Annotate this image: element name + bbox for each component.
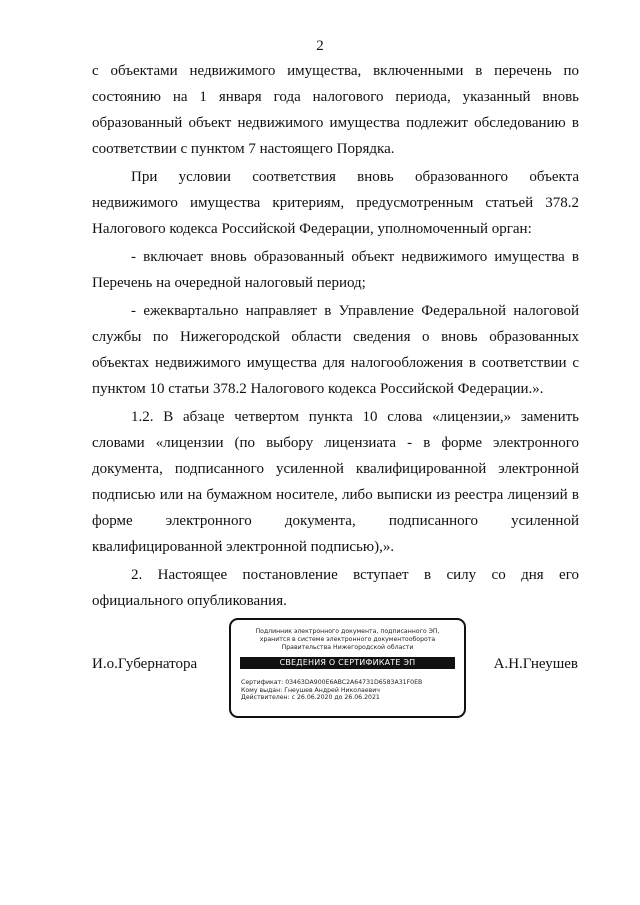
stamp-details (241, 679, 464, 702)
paragraph-continuation: с объектами недвижимого имущества, включенными в перечень по состоянию на 1 января года налогового периода, указанный вновь образованный объект недвижимого имущества подлежит обследованию в соответствии с пунктом 7 настоящего Порядка. (92, 63, 579, 157)
stamp-header-line: хранится в системе электронного документооборота (259, 636, 436, 643)
signer-name: А.Н.Гнеушев (493, 656, 578, 672)
certificate-label: Сертификат: (241, 679, 284, 686)
issued-value: Гнеушев Андрей Николаевич (284, 686, 380, 694)
paragraph-quarterly: - ежеквартально направляет в Управление Федеральной налоговой службы по Нижегородской области сведения о вновь образованных объектах недвижимого имущества для налогообложения в соответствии с пунктом 10 статьи 378.2 Налогового кодекса Российской Федерации.». (92, 303, 579, 397)
electronic-signature-stamp (229, 618, 466, 718)
stamp-certificate-bar: СВЕДЕНИЯ О СЕРТИФИКАТЕ ЭП (240, 657, 455, 669)
stamp-header (231, 628, 464, 652)
signer-position: И.о.Губернатора (92, 656, 198, 672)
stamp-header-line: Подлинник электронного документа, подписанного ЭП, (255, 628, 440, 635)
certificate-value: 03463DA900E6ABC2A64731D6583A31F0EB (285, 679, 423, 686)
document-body (92, 58, 579, 614)
page-number: 2 (316, 38, 324, 54)
valid-label: Действителен: (241, 694, 290, 702)
issued-label: Кому выдан: (241, 686, 283, 694)
stamp-header-line: Правительства Нижегородской области (281, 644, 414, 651)
paragraph-item-1-2: 1.2. В абзаце четвертом пункта 10 слова «лицензии,» заменить словами «лицензии (по выбору лицензиата - в форме электронного документа, подписанного усиленной квалифицированной электронной подписью или на бумажном носителе, либо выписки из реестра лицензий в форме электронного документа, подписанного усиленной квалифицированной электронной подписью),». (92, 409, 579, 555)
paragraph-conditions: При условии соответствия вновь образованного объекта недвижимого имущества критериям, предусмотренным статьей 378.2 Налогового кодекса Российской Федерации, уполномоченный орган: (92, 169, 579, 237)
valid-value: с 26.06.2020 до 26.06.2021 (291, 694, 380, 702)
stamp-row-valid (241, 694, 464, 702)
paragraph-includes: - включает вновь образованный объект недвижимого имущества в Перечень на очередной налоговый период; (92, 249, 579, 291)
paragraph-item-2: 2. Настоящее постановление вступает в силу со дня его официального опубликования. (92, 567, 579, 609)
stamp-row-certificate (241, 679, 464, 687)
